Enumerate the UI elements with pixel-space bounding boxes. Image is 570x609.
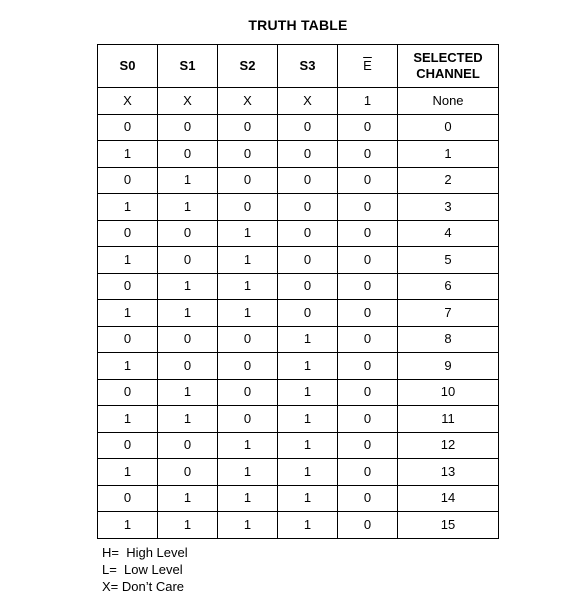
table-row [98,194,499,221]
cell-s1: 0 [158,326,218,353]
cell-s3: 0 [278,141,338,168]
cell-enable: 1 [338,88,398,115]
table-title: TRUTH TABLE [248,17,348,33]
cell-s0: 0 [98,220,158,247]
cell-s1: 1 [158,379,218,406]
cell-s1: 0 [158,247,218,274]
table-row [98,459,499,486]
cell-s3: 1 [278,459,338,486]
header-selected-channel [398,45,499,88]
cell-s0: 0 [98,326,158,353]
cell-s1: 1 [158,194,218,221]
cell-s1: 0 [158,114,218,141]
table-row [98,300,499,327]
cell-enable: 0 [338,247,398,274]
cell-s3: 0 [278,247,338,274]
cell-s0: 1 [98,247,158,274]
cell-s2: 0 [218,141,278,168]
note-high-level: H= High Level [102,545,188,560]
cell-s0: 1 [98,406,158,433]
cell-selected-channel: 3 [398,194,499,221]
note-dont-care: X= Don’t Care [102,579,185,594]
cell-enable: 0 [338,432,398,459]
cell-selected-channel: 4 [398,220,499,247]
cell-selected-channel: 10 [398,379,499,406]
table-row [98,141,499,168]
table-row [98,406,499,433]
header-s3: S3 [278,45,338,88]
cell-s1: 1 [158,300,218,327]
enable-bar-label: $\overline{E}$ [363,58,372,73]
cell-s0: 1 [98,141,158,168]
cell-enable: 0 [338,353,398,380]
table-row [98,114,499,141]
header-s1: S1 [158,45,218,88]
cell-enable: 0 [338,300,398,327]
table-row [98,353,499,380]
table-row [98,167,499,194]
table-body [98,88,499,539]
cell-s0: 0 [98,432,158,459]
cell-enable: 0 [338,485,398,512]
cell-s0: 1 [98,194,158,221]
cell-s2: 0 [218,406,278,433]
cell-s2: 1 [218,247,278,274]
truth-table [97,44,499,539]
cell-s0: 1 [98,300,158,327]
header-enable [338,45,398,88]
cell-s1: 0 [158,432,218,459]
header-selected-line1: SELECTED [413,50,483,65]
cell-s0: 0 [98,273,158,300]
cell-s2: 1 [218,512,278,539]
cell-s1: 0 [158,141,218,168]
table-row [98,485,499,512]
cell-s1: 1 [158,485,218,512]
cell-selected-channel: 14 [398,485,499,512]
cell-selected-channel: None [398,88,499,115]
cell-s2: 0 [218,167,278,194]
cell-s1: 0 [158,220,218,247]
cell-enable: 0 [338,114,398,141]
cell-s3: X [278,88,338,115]
cell-s0: X [98,88,158,115]
table-row [98,273,499,300]
cell-s0: 0 [98,485,158,512]
cell-s3: 1 [278,512,338,539]
cell-s2: 0 [218,114,278,141]
cell-selected-channel: 7 [398,300,499,327]
cell-s0: 0 [98,379,158,406]
cell-s2: X [218,88,278,115]
cell-s0: 1 [98,459,158,486]
cell-enable: 0 [338,406,398,433]
cell-selected-channel: 1 [398,141,499,168]
cell-enable: 0 [338,459,398,486]
cell-s3: 1 [278,379,338,406]
cell-s2: 0 [218,353,278,380]
note-low-level: L= Low Level [102,562,183,577]
cell-s0: 1 [98,512,158,539]
cell-s3: 1 [278,432,338,459]
table-row [98,326,499,353]
cell-s0: 0 [98,114,158,141]
cell-s1: 0 [158,459,218,486]
cell-enable: 0 [338,141,398,168]
header-row [98,45,499,88]
table-row [98,379,499,406]
cell-enable: 0 [338,326,398,353]
cell-s2: 0 [218,194,278,221]
cell-s3: 1 [278,353,338,380]
header-s0: S0 [98,45,158,88]
cell-selected-channel: 11 [398,406,499,433]
cell-s2: 1 [218,300,278,327]
cell-s0: 1 [98,353,158,380]
header-s2: S2 [218,45,278,88]
cell-s1: 1 [158,273,218,300]
cell-s1: 0 [158,353,218,380]
cell-selected-channel: 5 [398,247,499,274]
cell-s3: 0 [278,194,338,221]
cell-s3: 0 [278,167,338,194]
table-row [98,247,499,274]
cell-enable: 0 [338,379,398,406]
legend-notes [102,544,188,595]
cell-enable: 0 [338,220,398,247]
header-selected-line2: CHANNEL [416,66,480,81]
cell-s1: 1 [158,512,218,539]
cell-enable: 0 [338,512,398,539]
cell-s3: 1 [278,326,338,353]
cell-s2: 0 [218,379,278,406]
cell-s3: 1 [278,485,338,512]
cell-s0: 0 [98,167,158,194]
cell-selected-channel: 0 [398,114,499,141]
cell-s1: 1 [158,406,218,433]
cell-selected-channel: 9 [398,353,499,380]
cell-selected-channel: 2 [398,167,499,194]
cell-s1: X [158,88,218,115]
cell-s3: 0 [278,300,338,327]
cell-s2: 1 [218,273,278,300]
cell-enable: 0 [338,273,398,300]
cell-s2: 0 [218,326,278,353]
cell-enable: 0 [338,194,398,221]
cell-s2: 1 [218,220,278,247]
cell-selected-channel: 6 [398,273,499,300]
cell-selected-channel: 8 [398,326,499,353]
table-row [98,220,499,247]
cell-selected-channel: 15 [398,512,499,539]
table-row [98,88,499,115]
cell-enable: 0 [338,167,398,194]
cell-s3: 0 [278,114,338,141]
table-row [98,512,499,539]
cell-s3: 1 [278,406,338,433]
cell-s1: 1 [158,167,218,194]
cell-selected-channel: 13 [398,459,499,486]
cell-s2: 1 [218,459,278,486]
cell-s2: 1 [218,432,278,459]
cell-s2: 1 [218,485,278,512]
table-row [98,432,499,459]
cell-s3: 0 [278,273,338,300]
cell-selected-channel: 12 [398,432,499,459]
cell-s3: 0 [278,220,338,247]
